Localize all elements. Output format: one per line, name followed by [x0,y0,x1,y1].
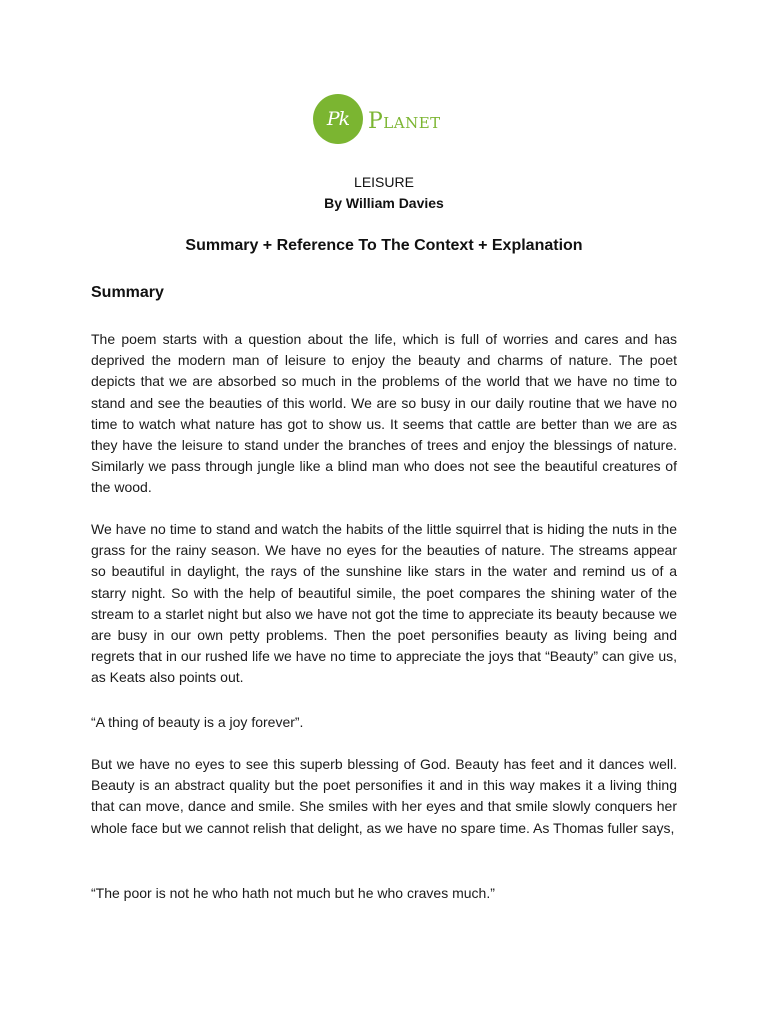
logo-mark-icon [313,94,363,144]
document-subtitle: Summary + Reference To The Context + Explanation [185,237,583,254]
paragraph-1: The poem starts with a question about the life, which is full of worries and cares and has deprived the modern man of leisure to enjoy the beauty and charms of nature. The poet depicts that we are absorbed so much in the problems of the world that we have no time to stand and see the beauties of this world. We are so busy in our daily routine that we have no time to watch what nature has got to show us. It seems that cattle are better than we are as they have the leisure to stand under the branches of trees and enjoy the blessings of nature. Similarly we pass through jungle like a blind man who does not see the beautiful creatures of the wood. [91,331,677,496]
paragraph-3: But we have no eyes to see this superb blessing of God. Beauty has feet and it dances well. Beauty is an abstract quality but the poet personifies it and in this way makes it a living thing that can move, dance and smile. She smiles with her eyes and that smile slowly conquers her whole face but we cannot relish that delight, as we have no spare time. As Thomas fuller says, [91,756,677,836]
section-heading-summary: Summary [91,284,164,301]
planet-logo [313,92,441,146]
paragraph-2: We have no time to stand and watch the habits of the little squirrel that is hiding the nuts in the grass for the rainy season. We have no eyes for the beauties of nature. The streams appear so beautiful in daylight, the rays of the sunshine like stars in the water and remind us of a starry night. So with the help of beautiful simile, the poet compares the shining water of the stream to a starlet night but also we have not got the time to appreciate its beauty because we are busy in our own petty problems. Then the poet personifies beauty as living being and regrets that in our rushed life we have no time to appreciate the joys that “Beauty” can give us, as Keats also points out. [91,521,677,686]
poem-author: By William Davies [324,195,444,211]
logo-wordmark: Planet [368,108,441,134]
quote-keats: “A thing of beauty is a joy forever”. [91,714,304,730]
quote-fuller: “The poor is not he who hath not much but he who craves much.” [91,885,495,901]
poem-title: LEISURE [354,174,414,190]
logo-mark-text: Pk [326,108,350,130]
title-block [0,172,768,214]
